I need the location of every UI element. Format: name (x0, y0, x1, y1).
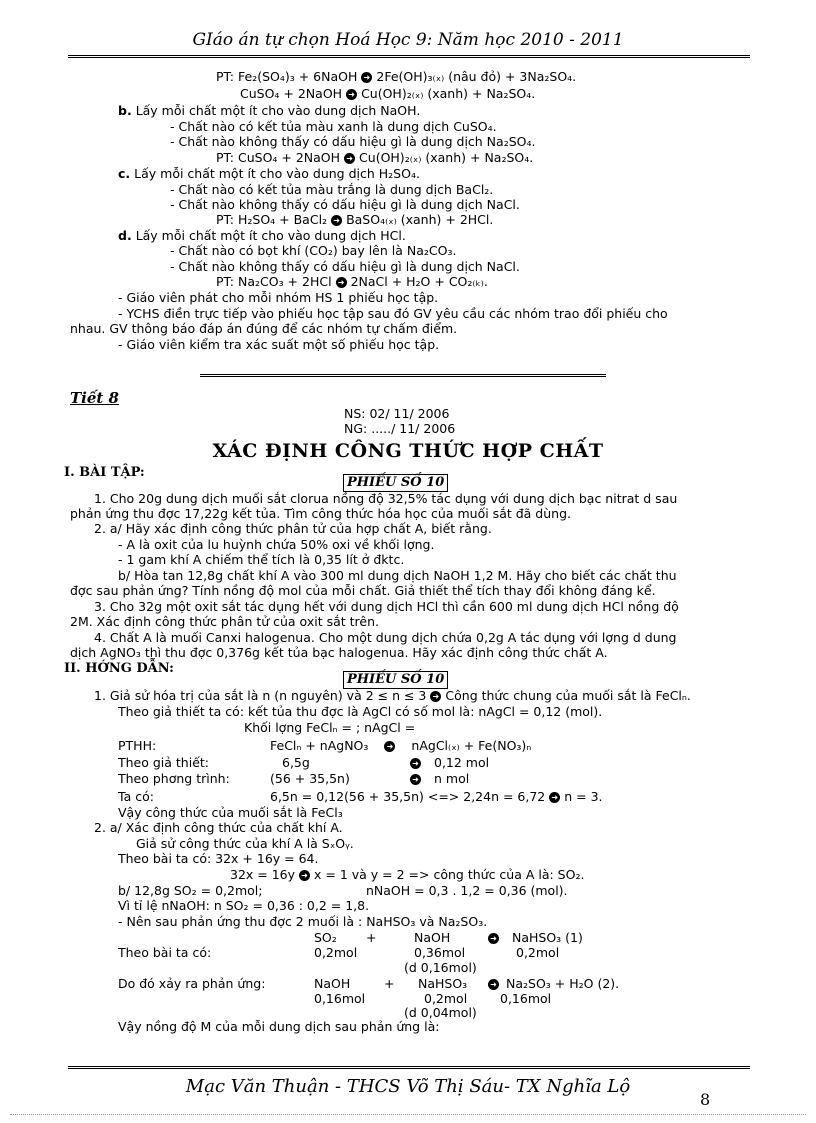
label: Theo giả thiết: (118, 755, 210, 770)
text-line: 2. a/ Xác định công thức của chất khí A. (94, 820, 343, 835)
text-line: - Chất nào không thấy có dấu hiệu gì là dung dịch Na₂SO₄. (170, 134, 536, 149)
page-edge (10, 1114, 806, 1115)
label: Ta có: (118, 789, 154, 804)
eq-line: PT: CuSO₄ + 2NaOH ➜ Cu(OH)₂₍ₓ₎ (xanh) + Na₂SO₄. (216, 150, 534, 165)
section-heading: I. BÀI TẬP: (64, 465, 145, 480)
value: 6,5g (282, 755, 310, 770)
text-line: - Chất nào có bọt khí (CO₂) bay lên là Na₂CO₃. (170, 243, 457, 258)
label: Theo phơng trình: (118, 771, 230, 786)
text-line: Theo bài ta có: 32x + 16y = 64. (118, 851, 319, 866)
value: (d 0,16mol) (404, 960, 477, 975)
text-line: Vậy nồng độ M của mỗi dung dịch sau phản ứng là: (118, 1019, 440, 1034)
text-line: 2M. Xác định công thức phân tử của oxit sắt trên. (70, 614, 379, 629)
footer-author: Mạc Văn Thuận - THCS Võ Thị Sáu- TX Nghĩa Lộ (185, 1076, 631, 1097)
eq-line: PT: Na₂CO₃ + 2HCl ➜ 2NaCl + H₂O + CO₂₍ₖ₎. (216, 274, 488, 289)
text-line: - Nên sau phản ứng thu đợc 2 muối là : NaHSO₃ và Na₂SO₃. (118, 914, 488, 929)
section-heading: II. HỚNG DẪN: (64, 661, 174, 676)
text-line: - 1 gam khí A chiếm thể tích là 0,35 lít ở đktc. (118, 552, 405, 567)
value: 0,2mol (516, 945, 560, 960)
page-header: GIáo án tự chọn Hoá Học 9: Năm học 2010 - 2011 (192, 30, 624, 50)
formula: NaHSO₃ (418, 976, 468, 991)
text-line: Theo giả thiết ta có: kết tủa thu đợc là AgCl có số mol là: nAgCl = 0,12 (mol). (118, 704, 603, 719)
text-line: - Chất nào không thấy có dấu hiệu gì là dung dịch NaCl. (170, 259, 520, 274)
text-line: dịch AgNO₃ thì thu đợc 0,376g kết tủa bạc halogenua. Hãy xác định công thức chất A. (70, 645, 608, 660)
date-ng: NG: ...../ 11/ 2006 (344, 421, 456, 436)
arrow-icon: ➜ (336, 277, 347, 288)
text-line: b/ 12,8g SO₂ = 0,2mol; (118, 883, 263, 898)
text-line: nhau. GV thông báo đáp án đúng để các nhóm tự chấm điểm. (70, 321, 458, 336)
arrow-icon: ➜ (430, 691, 441, 702)
section-d-intro: d. Lấy mỗi chất một ít cho vào dung dịch HCl. (118, 228, 406, 243)
value: (d 0,04mol) (404, 1005, 477, 1020)
formula: NaHSO₃ (1) (512, 930, 583, 945)
arrow-icon: ➜ (299, 870, 310, 881)
text-line: Khối lợng FeClₙ = ; nAgCl = (244, 720, 416, 735)
label: Theo bài ta có: (118, 945, 212, 960)
formula: + (384, 976, 395, 991)
section-c-intro: c. Lấy mỗi chất một ít cho vào dung dịch H₂SO₄. (118, 166, 420, 181)
text-line: - Chất nào có kết tủa màu trắng là dung dịch BaCl₂. (170, 182, 494, 197)
value: (56 + 35,5n) (270, 771, 350, 786)
arrow-icon: ➜ (484, 931, 503, 945)
text-line: - Chất nào không thấy có dấu hiệu gì là dung dịch NaCl. (170, 197, 520, 212)
arrow-icon: ➜ (344, 153, 355, 164)
header-rule (68, 55, 750, 58)
lesson-title: XÁC ĐỊNH CÔNG THỨC HỢP CHẤT (212, 440, 604, 462)
text-line: - YCHS điền trực tiếp vào phiếu học tập sau đó GV yêu cầu các nhóm trao đổi phiếu cho (118, 306, 668, 321)
value: 0,36mol (414, 945, 466, 960)
eq-line: PT: H₂SO₄ + BaCl₂ ➜ BaSO₄₍ₓ₎ (xanh) + 2HCl. (216, 212, 494, 227)
text-line: - Chất nào có kết tủa màu xanh là dung dịch CuSO₄. (170, 119, 497, 134)
eq-line: PT: Fe₂(SO₄)₃ + 6NaOH ➜ 2Fe(OH)₃₍ₓ₎ (nâu đỏ) + 3Na₂SO₄. (216, 69, 577, 84)
eq-line: 6,5n = 0,12(56 + 35,5n) <=> 2,24n = 6,72 ➜ n = 3. (270, 789, 603, 804)
text-line: 1. Cho 20g dung dịch muối sắt clorua nồng độ 32,5% tác dụng với dung dịch bạc nitrat d sau (94, 491, 678, 506)
page-number: 8 (700, 1090, 711, 1109)
text-line: Vì tỉ lệ nNaOH: n SO₂ = 0,36 : 0,2 = 1,8. (118, 898, 370, 913)
arrow-icon: ➜ (346, 89, 357, 100)
arrow-icon: ➜ (406, 772, 425, 786)
arrow-icon: ➜ (406, 756, 425, 770)
formula: NaOH (414, 930, 451, 945)
arrow-icon: ➜ (484, 977, 503, 991)
arrow-icon: ➜ (331, 215, 342, 226)
text-line: - A là oxit của lu huỳnh chứa 50% oxi về khối lợng. (118, 537, 435, 552)
text-line: b/ Hòa tan 12,8g chất khí A vào 300 ml dung dịch NaOH 1,2 M. Hãy cho biết các chất thu (118, 568, 677, 583)
section-divider (200, 374, 606, 377)
value: 0,16mol (500, 991, 552, 1006)
arrow-icon: ➜ (549, 792, 560, 803)
value: 0,2mol (314, 945, 358, 960)
text-line: 3. Cho 32g một oxit sắt tác dụng hết với dung dịch HCl thì cần 600 ml dung dịch HCl nồng độ (94, 599, 679, 614)
worksheet-box: PHIẾU SỐ 10 (343, 671, 448, 689)
label: PTHH: (118, 738, 157, 753)
text-line: 4. Chất A là muối Canxi halogenua. Cho một dung dịch chứa 0,2g A tác dụng với lợng d dung (94, 630, 677, 645)
text-line: - Giáo viên phát cho mỗi nhóm HS 1 phiếu học tập. (118, 290, 439, 305)
text-line: Giả sử công thức của khí A là SₓOᵧ. (136, 836, 354, 851)
worksheet-box: PHIẾU SỐ 10 (343, 474, 448, 492)
eq-line: CuSO₄ + 2NaOH ➜ Cu(OH)₂₍ₓ₎ (xanh) + Na₂SO₄. (240, 86, 536, 101)
formula: SO₂ (314, 930, 337, 945)
text-line: Vậy công thức của muối sắt là FeCl₃ (118, 805, 343, 820)
value: 0,2mol (424, 991, 468, 1006)
arrow-icon: ➜ (361, 72, 372, 83)
date-ns: NS: 02/ 11/ 2006 (344, 406, 450, 421)
value: n mol (434, 771, 470, 786)
lesson-number: Tiết 8 (70, 389, 119, 407)
text-line: đợc sau phản ứng? Tính nồng độ mol của mỗi chất. Giả thiết thể tích thay đổi không đáng kể. (70, 583, 656, 598)
text-line: 2. a/ Hãy xác định công thức phân tử của hợp chất A, biết rằng. (94, 521, 492, 536)
eq-line: FeClₙ + nAgNO₃ ➜ nAgCl₍ₓ₎ + Fe(NO₃)ₙ (270, 738, 532, 753)
formula: NaOH (314, 976, 351, 991)
eq-line: 32x = 16y ➜ x = 1 và y = 2 => công thức của A là: SO₂. (230, 867, 585, 882)
section-b-intro: b. Lấy mỗi chất một ít cho vào dung dịch NaOH. (118, 103, 421, 118)
value: 0,16mol (314, 991, 366, 1006)
arrow-icon: ➜ (384, 741, 395, 752)
formula: + (366, 930, 377, 945)
formula: Na₂SO₃ + H₂O (2). (506, 976, 620, 991)
text-line: nNaOH = 0,3 . 1,2 = 0,36 (mol). (366, 883, 568, 898)
text-line: 1. Giả sử hóa trị của sắt là n (n nguyên) và 2 ≤ n ≤ 3 ➜ Công thức chung của muối sắt là FeClₙ. (94, 688, 691, 703)
label: Do đó xảy ra phản ứng: (118, 976, 266, 991)
text-line: - Giáo viên kiểm tra xác suất một số phiếu học tập. (118, 337, 440, 352)
footer-rule (68, 1066, 750, 1069)
text-line: phản ứng thu đợc 17,22g kết tủa. Tìm công thức hóa học của muối sắt đã dùng. (70, 506, 571, 521)
value: 0,12 mol (434, 755, 490, 770)
